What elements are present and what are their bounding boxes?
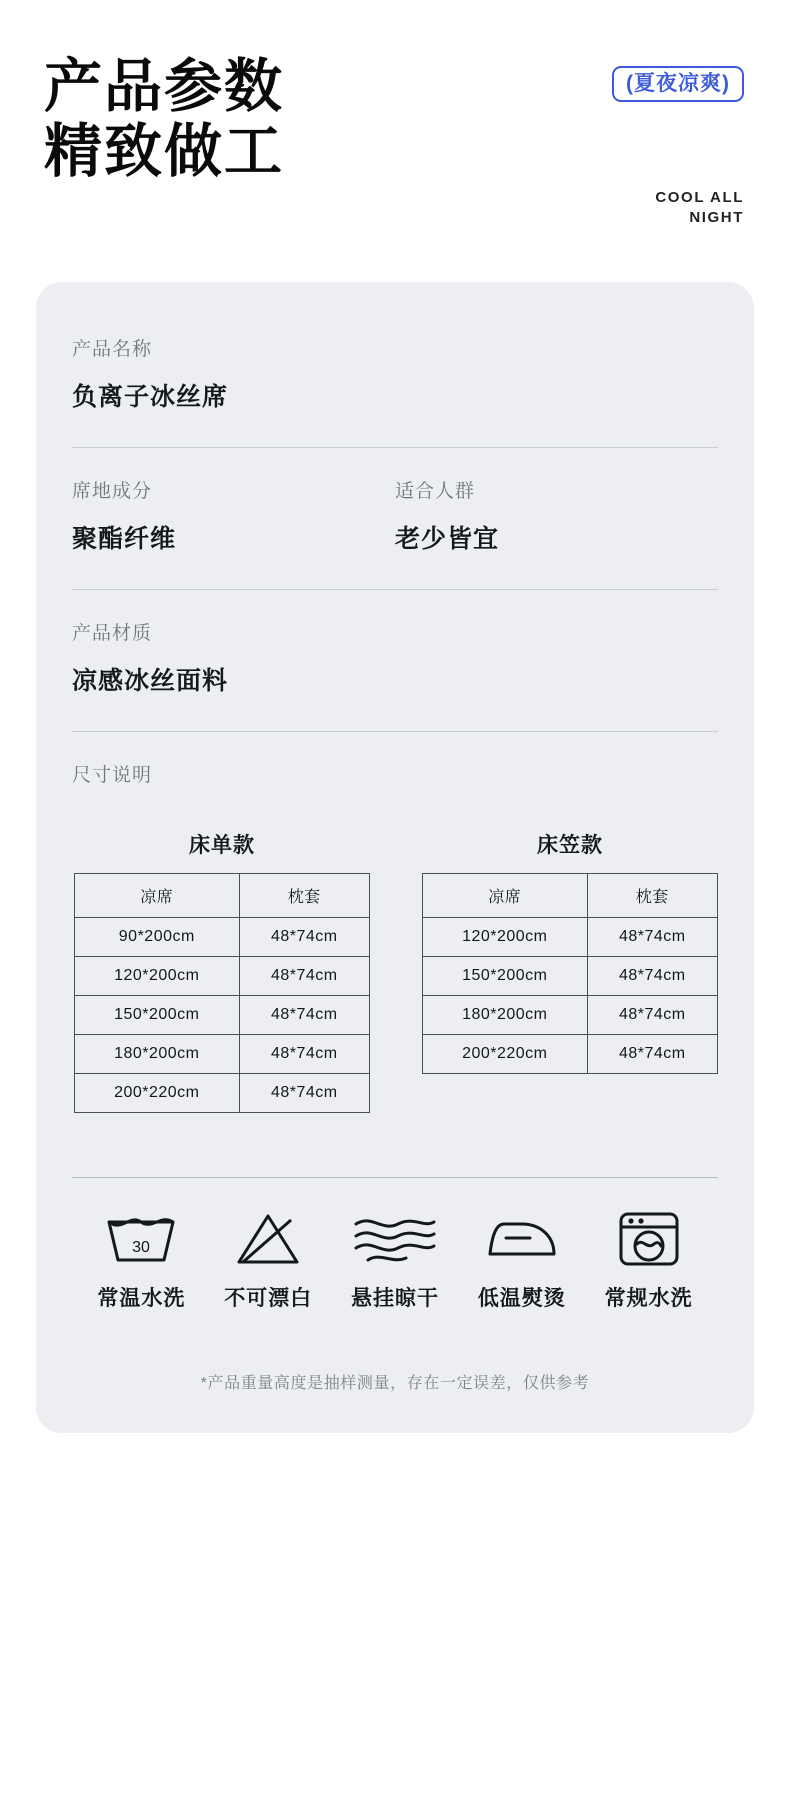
title-line-1: 产品参数 xyxy=(44,54,285,119)
svg-text:30: 30 xyxy=(132,1239,151,1256)
care-label: 常规水洗 xyxy=(604,1287,693,1310)
table-title: 床单款 xyxy=(189,834,255,857)
care-item-no-bleach xyxy=(205,1208,332,1312)
spec-label: 产品名称 xyxy=(72,339,153,360)
cell-pillow-size: 48*74cm xyxy=(587,1035,717,1074)
spec-label: 适合人群 xyxy=(395,481,476,502)
tagline-line-1: COOL ALL xyxy=(655,189,744,206)
spec-col-audience xyxy=(395,476,718,555)
size-table xyxy=(422,873,718,1074)
cell-pillow-size: 48*74cm xyxy=(239,957,369,996)
care-label: 不可漂白 xyxy=(224,1287,313,1310)
size-table xyxy=(74,873,370,1113)
cell-mat-size: 90*200cm xyxy=(75,918,240,957)
care-label: 常温水洗 xyxy=(97,1287,186,1310)
cell-mat-size: 150*200cm xyxy=(75,996,240,1035)
cell-pillow-size: 48*74cm xyxy=(239,1035,369,1074)
divider xyxy=(72,447,718,448)
cell-pillow-size: 48*74cm xyxy=(239,918,369,957)
cell-mat-size: 120*200cm xyxy=(423,918,588,957)
cell-mat-size: 200*220cm xyxy=(75,1074,240,1113)
column-header-mat: 凉席 xyxy=(423,874,588,918)
size-table-bedsheet xyxy=(74,829,370,1113)
table-row xyxy=(75,1035,370,1074)
wash-tub-30-icon xyxy=(78,1208,205,1270)
cell-mat-size: 180*200cm xyxy=(423,996,588,1035)
care-item-machine-wash xyxy=(585,1208,712,1312)
title-line-2: 精致做工 xyxy=(44,118,285,184)
hang-dry-wavy-icon xyxy=(332,1208,459,1270)
size-section-label: 尺寸说明 xyxy=(72,765,153,786)
spec-row-material xyxy=(72,618,718,703)
spec-col-composition xyxy=(72,476,395,555)
size-table-fitted xyxy=(422,829,718,1113)
cell-mat-size: 120*200cm xyxy=(75,957,240,996)
table-title: 床笠款 xyxy=(537,834,603,857)
cell-mat-size: 150*200cm xyxy=(423,957,588,996)
care-label: 低温熨烫 xyxy=(477,1287,566,1310)
column-header-mat: 凉席 xyxy=(75,874,240,918)
table-row xyxy=(75,996,370,1035)
cell-pillow-size: 48*74cm xyxy=(587,918,717,957)
care-item-iron xyxy=(458,1208,585,1312)
table-row xyxy=(75,957,370,996)
care-instructions xyxy=(72,1208,718,1312)
table-row xyxy=(75,918,370,957)
table-row xyxy=(423,996,718,1035)
cool-all-night-tagline xyxy=(655,188,744,229)
spec-row-product-name xyxy=(72,334,718,419)
cell-pillow-size: 48*74cm xyxy=(239,996,369,1035)
spec-value: 老少皆宜 xyxy=(395,525,500,553)
spec-value: 凉感冰丝面料 xyxy=(72,667,229,695)
cell-pillow-size: 48*74cm xyxy=(239,1074,369,1113)
cell-pillow-size: 48*74cm xyxy=(587,996,717,1035)
iron-low-temp-icon xyxy=(458,1208,585,1270)
care-item-wash xyxy=(78,1208,205,1312)
care-label: 悬挂晾干 xyxy=(350,1287,439,1310)
divider xyxy=(72,589,718,590)
column-header-pillowcase: 枕套 xyxy=(239,874,369,918)
care-item-hang-dry xyxy=(332,1208,459,1312)
status-badge: (夏夜凉爽) xyxy=(612,66,744,102)
table-row xyxy=(423,1035,718,1074)
column-header-pillowcase: 枕套 xyxy=(587,874,717,918)
table-header-row xyxy=(75,874,370,918)
table-header-row xyxy=(423,874,718,918)
spec-row-composition-audience xyxy=(72,476,718,561)
spec-label: 产品材质 xyxy=(72,623,153,644)
cell-mat-size: 200*220cm xyxy=(423,1035,588,1074)
footnote: *产品重量高度是抽样测量，存在一定误差，仅供参考 xyxy=(200,1375,590,1392)
divider xyxy=(72,1177,718,1178)
size-tables xyxy=(72,829,718,1113)
cell-mat-size: 180*200cm xyxy=(75,1035,240,1074)
no-bleach-triangle-icon xyxy=(205,1208,332,1270)
page-header xyxy=(0,0,790,230)
spec-value: 聚酯纤维 xyxy=(72,525,177,553)
table-row xyxy=(75,1074,370,1113)
spec-value: 负离子冰丝席 xyxy=(72,383,229,411)
cell-pillow-size: 48*74cm xyxy=(587,957,717,996)
tagline-line-2: NIGHT xyxy=(689,209,744,227)
spec-label: 席地成分 xyxy=(72,481,153,502)
table-row xyxy=(423,957,718,996)
divider xyxy=(72,731,718,732)
spec-card xyxy=(36,282,754,1433)
table-row xyxy=(423,918,718,957)
washing-machine-icon xyxy=(585,1208,712,1270)
